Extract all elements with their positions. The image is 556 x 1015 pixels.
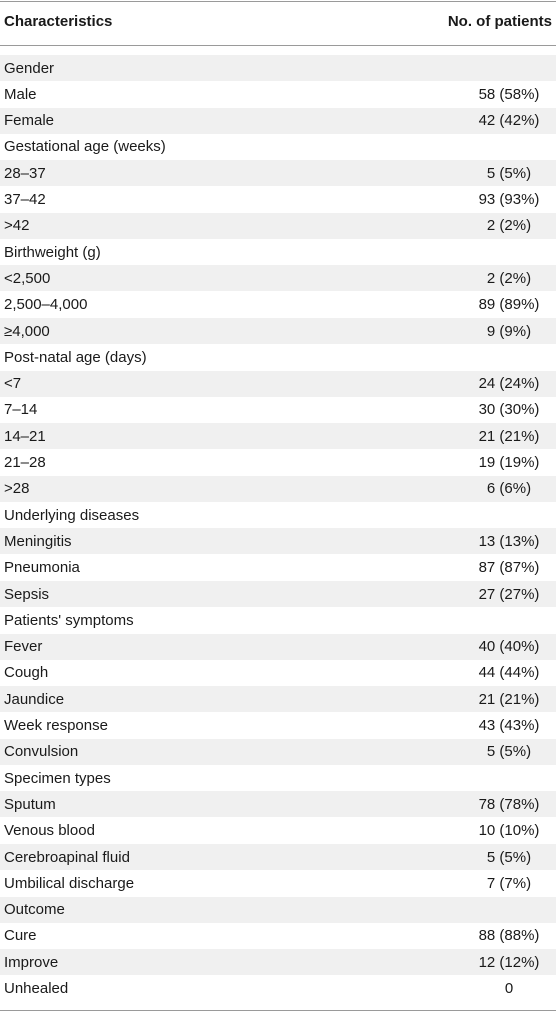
table-row	[0, 344, 556, 370]
table-row	[0, 55, 556, 81]
row-value: 27 (27%)	[478, 585, 540, 603]
row-label: Patients' symptoms	[4, 611, 134, 629]
row-label: Sputum	[4, 795, 56, 813]
table-row	[0, 292, 556, 318]
table-row	[0, 502, 556, 528]
row-label: Meningitis	[4, 532, 72, 550]
table-row	[0, 397, 556, 423]
table-row	[0, 108, 556, 134]
row-value: 89 (89%)	[478, 296, 540, 314]
row-value: 5 (5%)	[486, 743, 532, 761]
table-row	[0, 371, 556, 397]
row-label: Sepsis	[4, 585, 50, 603]
table-row	[0, 318, 556, 344]
row-value: 5 (5%)	[486, 164, 532, 182]
row-value: 42 (42%)	[478, 112, 540, 130]
row-label: Male	[4, 85, 37, 103]
row-value: 78 (78%)	[478, 795, 540, 813]
row-label: 21–28	[4, 454, 46, 471]
row-label: ≥4,000	[4, 322, 50, 340]
row-label: Cerebroapinal fluid	[4, 848, 130, 866]
table-row	[0, 81, 556, 107]
table-bottom-rule	[0, 1010, 556, 1011]
row-label: Birthweight (g)	[4, 243, 101, 261]
row-label: Venous blood	[4, 822, 95, 840]
table-row	[0, 660, 556, 686]
row-value: 30 (30%)	[478, 401, 540, 419]
row-label: Gender	[4, 59, 55, 77]
table-row	[0, 897, 556, 923]
row-value: 21 (21%)	[478, 427, 540, 445]
table-row	[0, 528, 556, 554]
table-row	[0, 765, 556, 791]
row-label: 37–42	[4, 191, 46, 208]
table-row	[0, 607, 556, 633]
row-value: 6 (6%)	[486, 480, 532, 498]
row-value: 87 (87%)	[478, 559, 540, 577]
table-row	[0, 239, 556, 265]
table-row	[0, 476, 556, 502]
table-row	[0, 160, 556, 186]
row-label: Jaundice	[4, 690, 65, 708]
row-value: 2 (2%)	[486, 269, 532, 287]
row-value: 21 (21%)	[478, 690, 540, 708]
table-row	[0, 739, 556, 765]
table-row	[0, 791, 556, 817]
row-label: Post-natal age (days)	[4, 348, 147, 366]
row-value: 0	[504, 980, 514, 997]
table-row	[0, 134, 556, 160]
row-label: >42	[4, 217, 30, 235]
table-row	[0, 555, 556, 581]
row-label: 28–37	[4, 164, 46, 182]
table-row	[0, 923, 556, 949]
row-value: 7 (7%)	[486, 874, 532, 892]
table-row	[0, 949, 556, 975]
row-label: Fever	[4, 638, 43, 656]
row-label: Cough	[4, 664, 49, 682]
row-label: <2,500	[4, 269, 51, 287]
row-value: 10 (10%)	[478, 822, 540, 840]
row-value: 40 (40%)	[478, 638, 540, 656]
table-row	[0, 870, 556, 896]
table-row	[0, 713, 556, 739]
table-row	[0, 634, 556, 660]
table-row	[0, 213, 556, 239]
row-label: Convulsion	[4, 743, 79, 761]
row-label: 14–21	[4, 427, 46, 445]
row-value: 2 (2%)	[486, 217, 532, 235]
table-row	[0, 581, 556, 607]
row-label: Cure	[4, 927, 37, 945]
row-value: 9 (9%)	[486, 322, 532, 340]
row-label: Pneumonia	[4, 559, 80, 577]
row-label: Unhealed	[4, 980, 69, 997]
row-label: Underlying diseases	[4, 506, 140, 524]
row-value: 12 (12%)	[478, 953, 540, 971]
row-value: 44 (44%)	[478, 664, 540, 682]
row-label: Outcome	[4, 901, 65, 919]
table-top-rule	[0, 1, 556, 2]
table-header-rule	[0, 45, 556, 46]
row-label: 2,500–4,000	[4, 296, 88, 314]
row-value: 24 (24%)	[478, 375, 540, 393]
row-value: 13 (13%)	[478, 532, 540, 550]
table-row	[0, 976, 556, 1002]
row-label: Umbilical discharge	[4, 874, 135, 892]
row-label: >28	[4, 480, 30, 498]
row-label: 7–14	[4, 401, 38, 419]
row-value: 88 (88%)	[478, 927, 540, 945]
row-value: 93 (93%)	[478, 191, 540, 208]
row-label: Week response	[4, 717, 108, 734]
row-value: 58 (58%)	[478, 85, 540, 103]
table-row	[0, 187, 556, 213]
table-row	[0, 844, 556, 870]
table-row	[0, 423, 556, 449]
table-row	[0, 686, 556, 712]
table-row	[0, 818, 556, 844]
row-label: Gestational age (weeks)	[4, 138, 166, 156]
row-label: Specimen types	[4, 769, 111, 787]
header-patients: No. of patients	[447, 13, 552, 30]
table-row	[0, 265, 556, 291]
row-value: 5 (5%)	[486, 848, 532, 866]
row-label: Female	[4, 112, 55, 130]
row-label: Improve	[4, 953, 59, 971]
row-label: <7	[4, 375, 22, 393]
row-value: 43 (43%)	[478, 717, 540, 734]
table-header	[0, 8, 556, 36]
row-value: 19 (19%)	[478, 454, 540, 471]
header-characteristics: Characteristics	[4, 13, 113, 30]
table-row	[0, 450, 556, 476]
